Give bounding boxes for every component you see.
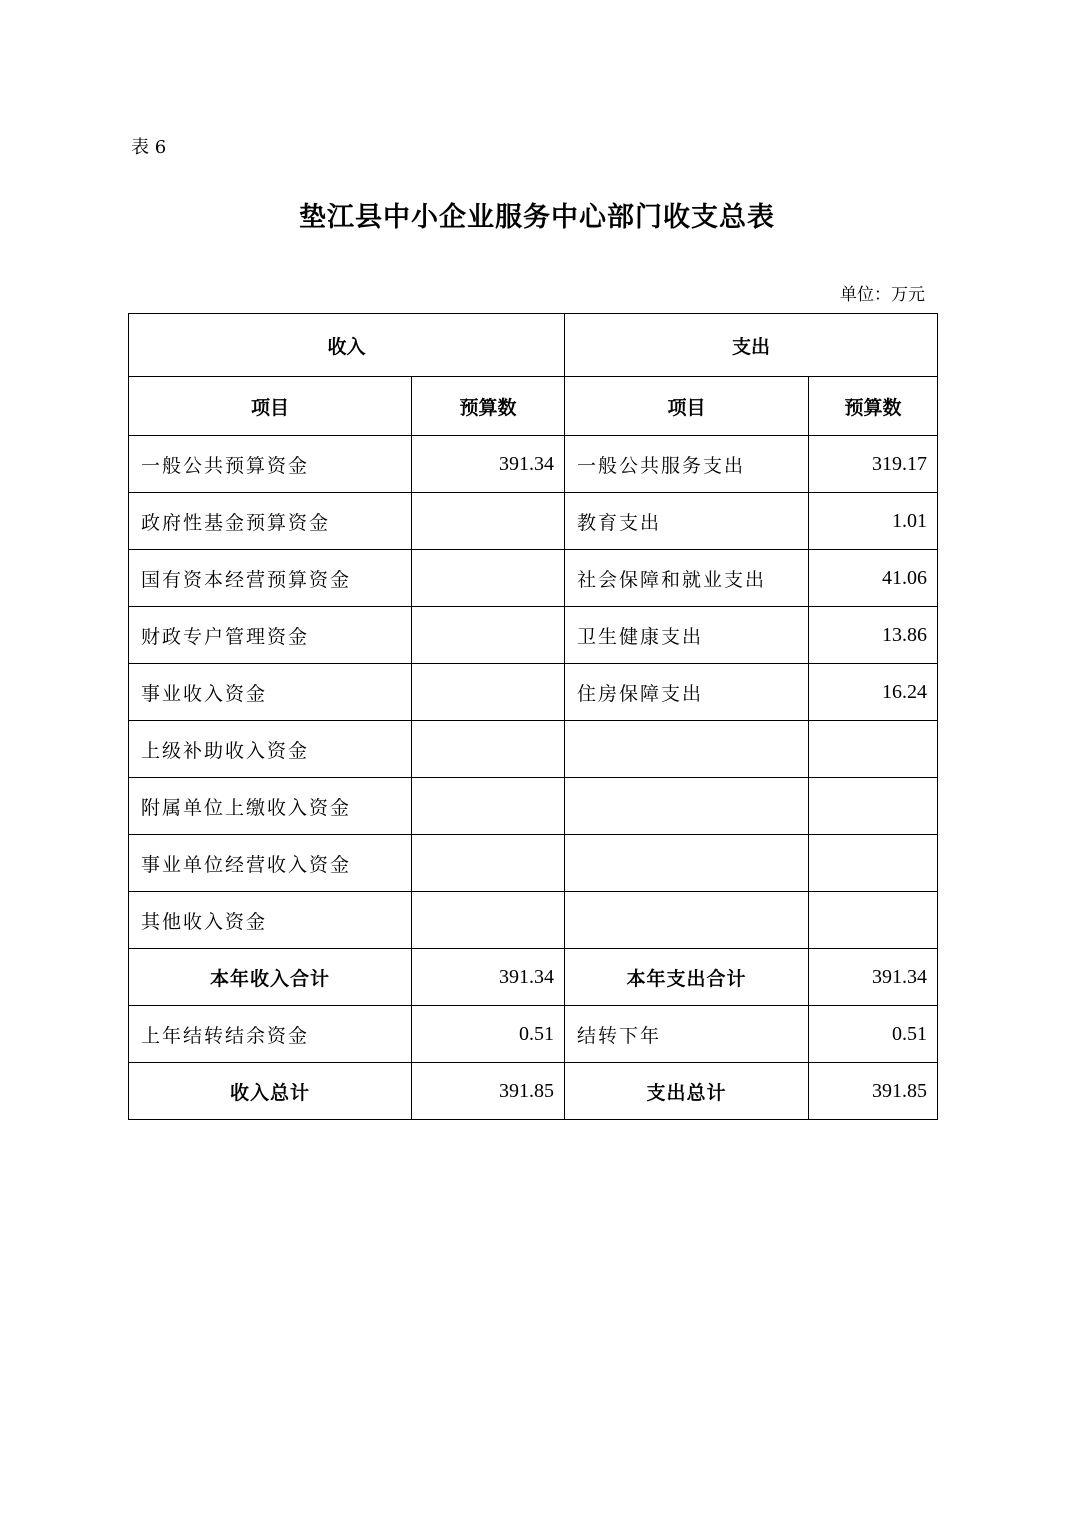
income-value bbox=[412, 778, 565, 835]
income-item: 附属单位上缴收入资金 bbox=[129, 778, 412, 835]
expense-item bbox=[565, 721, 809, 778]
table-row bbox=[129, 664, 938, 721]
income-carryover-label: 上年结转结余资金 bbox=[129, 1006, 412, 1063]
income-budget-column-header: 预算数 bbox=[412, 377, 565, 436]
expense-value: 1.01 bbox=[809, 493, 938, 550]
expense-item: 一般公共服务支出 bbox=[565, 436, 809, 493]
expense-value: 319.17 bbox=[809, 436, 938, 493]
income-item: 事业单位经营收入资金 bbox=[129, 835, 412, 892]
table-row bbox=[129, 778, 938, 835]
table-row bbox=[129, 493, 938, 550]
expense-item bbox=[565, 892, 809, 949]
income-section-header: 收入 bbox=[129, 314, 565, 377]
income-item: 上级补助收入资金 bbox=[129, 721, 412, 778]
income-item: 事业收入资金 bbox=[129, 664, 412, 721]
income-value bbox=[412, 493, 565, 550]
income-value: 391.34 bbox=[412, 436, 565, 493]
expense-budget-column-header: 预算数 bbox=[809, 377, 938, 436]
income-value bbox=[412, 721, 565, 778]
income-carryover-value: 0.51 bbox=[412, 1006, 565, 1063]
expense-item bbox=[565, 835, 809, 892]
table-row bbox=[129, 436, 938, 493]
income-expense-table bbox=[128, 313, 938, 1120]
document-title: 垫江县中小企业服务中心部门收支总表 bbox=[299, 202, 775, 233]
year-total-row bbox=[129, 949, 938, 1006]
table-number-label: 表 6 bbox=[131, 137, 167, 158]
grand-total-row bbox=[129, 1063, 938, 1120]
expense-grand-total-value: 391.85 bbox=[809, 1063, 938, 1120]
income-item: 财政专户管理资金 bbox=[129, 607, 412, 664]
expense-item: 卫生健康支出 bbox=[565, 607, 809, 664]
expense-item-column-header: 项目 bbox=[565, 377, 809, 436]
table-row bbox=[129, 721, 938, 778]
income-value bbox=[412, 607, 565, 664]
expense-grand-total-label: 支出总计 bbox=[565, 1063, 809, 1120]
unit-label: 单位：万元 bbox=[840, 285, 925, 305]
income-grand-total-label: 收入总计 bbox=[129, 1063, 412, 1120]
table-row bbox=[129, 550, 938, 607]
expense-value: 13.86 bbox=[809, 607, 938, 664]
income-year-total-label: 本年收入合计 bbox=[129, 949, 412, 1006]
expense-value bbox=[809, 835, 938, 892]
table-row bbox=[129, 835, 938, 892]
income-value bbox=[412, 550, 565, 607]
income-year-total-value: 391.34 bbox=[412, 949, 565, 1006]
expense-item: 教育支出 bbox=[565, 493, 809, 550]
carryover-row bbox=[129, 1006, 938, 1063]
expense-item bbox=[565, 778, 809, 835]
expense-value bbox=[809, 778, 938, 835]
expense-value: 16.24 bbox=[809, 664, 938, 721]
expense-value bbox=[809, 892, 938, 949]
income-item: 政府性基金预算资金 bbox=[129, 493, 412, 550]
expense-value bbox=[809, 721, 938, 778]
expense-year-total-value: 391.34 bbox=[809, 949, 938, 1006]
expense-item: 住房保障支出 bbox=[565, 664, 809, 721]
expense-year-total-label: 本年支出合计 bbox=[565, 949, 809, 1006]
income-item: 其他收入资金 bbox=[129, 892, 412, 949]
table-row bbox=[129, 892, 938, 949]
income-value bbox=[412, 664, 565, 721]
expense-value: 41.06 bbox=[809, 550, 938, 607]
table-row bbox=[129, 607, 938, 664]
expense-item: 社会保障和就业支出 bbox=[565, 550, 809, 607]
expense-carryover-value: 0.51 bbox=[809, 1006, 938, 1063]
income-value bbox=[412, 835, 565, 892]
income-item: 国有资本经营预算资金 bbox=[129, 550, 412, 607]
income-item: 一般公共预算资金 bbox=[129, 436, 412, 493]
income-grand-total-value: 391.85 bbox=[412, 1063, 565, 1120]
expense-section-header: 支出 bbox=[565, 314, 938, 377]
income-value bbox=[412, 892, 565, 949]
income-item-column-header: 项目 bbox=[129, 377, 412, 436]
expense-carryover-label: 结转下年 bbox=[565, 1006, 809, 1063]
